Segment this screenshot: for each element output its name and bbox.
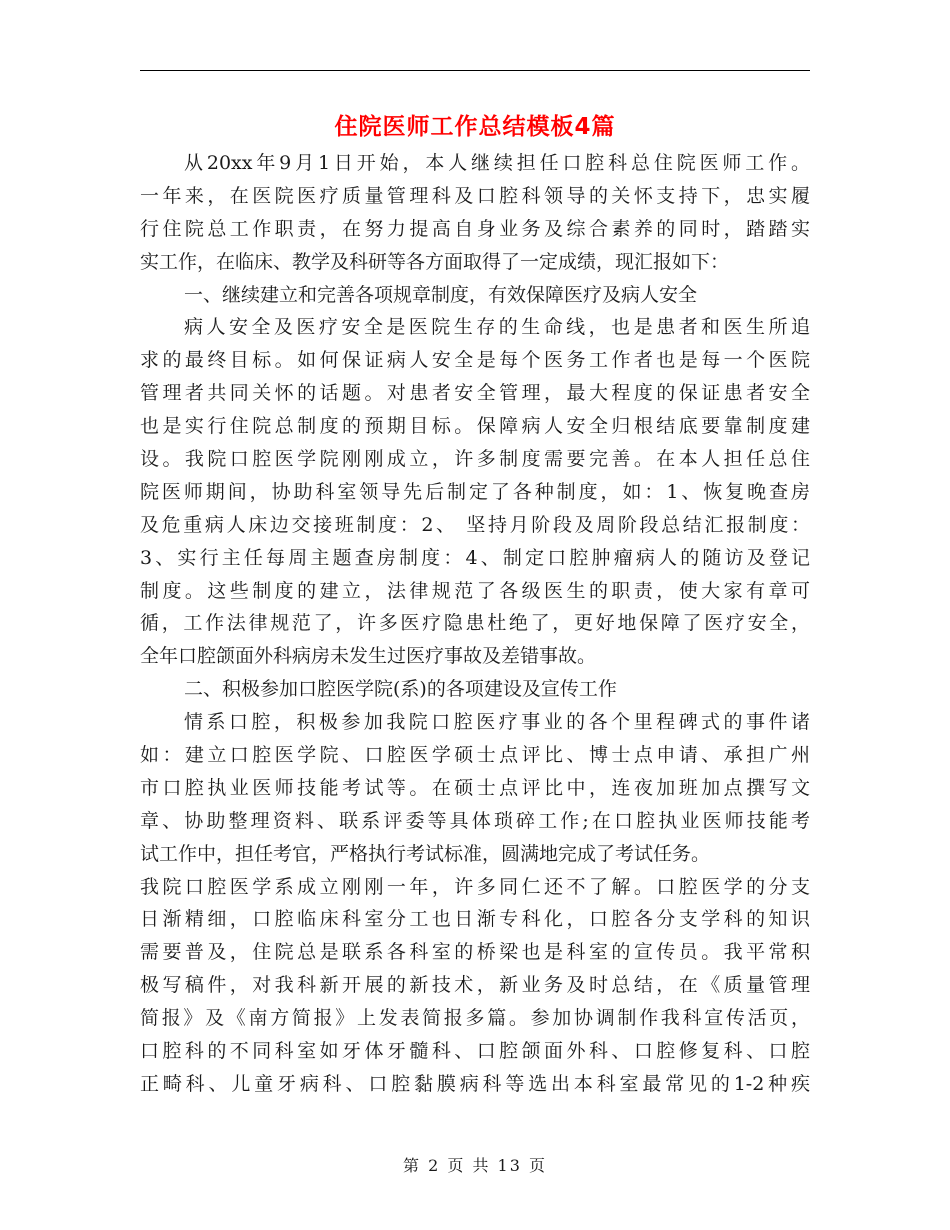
header-rule bbox=[140, 70, 810, 71]
text-line: 循，工作法律规范了，许多医疗隐患杜绝了，更好地保障了医疗安全， bbox=[140, 612, 810, 635]
text-line: 我院口腔医学系成立刚刚一年，许多同仁还不了解。口腔医学的分支 bbox=[140, 875, 810, 898]
text-line: 设。我院口腔医学院刚刚成立，许多制度需要完善。在本人担任总住 bbox=[140, 448, 810, 471]
text-line: 试工作中，担任考官，严格执行考试标准，圆满地完成了考试任务。 bbox=[140, 842, 711, 865]
text-line: 管理者共同关怀的话题。对患者安全管理，最大程度的保证患者安全 bbox=[140, 382, 810, 405]
text-line: 病人安全及医疗安全是医院生存的生命线，也是患者和医生所追 bbox=[184, 316, 810, 339]
text-line: 简报》及《南方简报》上发表简报多篇。参加协调制作我科宣传活页， bbox=[140, 1007, 810, 1030]
document-body bbox=[140, 147, 810, 1101]
page-number-footer: 第 2 页 共 13 页 bbox=[403, 1156, 547, 1175]
text-line: 二、积极参加口腔医学院(系)的各项建设及宣传工作 bbox=[184, 678, 617, 701]
text-line: 一、继续建立和完善各项规章制度，有效保障医疗及病人安全 bbox=[184, 283, 698, 306]
document-title: 住院医师工作总结模板4篇 bbox=[334, 114, 616, 140]
text-line: 从20xx年9月1日开始，本人继续担任口腔科总住院医师工作。 bbox=[184, 152, 810, 174]
text-line: 也是实行住院总制度的预期目标。保障病人安全归根结底要靠制度建 bbox=[140, 415, 810, 438]
text-line: 全年口腔颌面外科病房未发生过医疗事故及差错事故。 bbox=[140, 645, 597, 668]
text-line: 正畸科、儿童牙病科、口腔黏膜病科等选出本科室最常见的1-2种疾 bbox=[140, 1072, 810, 1095]
text-line: 日渐精细，口腔临床科室分工也日渐专科化，口腔各分支学科的知识 bbox=[140, 908, 810, 931]
text-line: 极写稿件，对我科新开展的新技术，新业务及时总结，在《质量管理 bbox=[140, 974, 810, 997]
text-line: 如：建立口腔医学院、口腔医学硕士点评比、博士点申请、承担广州 bbox=[140, 744, 810, 767]
text-line: 制度。这些制度的建立，法律规范了各级医生的职责，使大家有章可 bbox=[140, 579, 810, 602]
text-line: 一年来，在医院医疗质量管理科及口腔科领导的关怀支持下，忠实履 bbox=[140, 184, 810, 207]
text-line: 行住院总工作职责，在努力提高自身业务及综合素养的同时，踏踏实 bbox=[140, 217, 810, 240]
text-line: 情系口腔，积极参加我院口腔医疗事业的各个里程碑式的事件诸 bbox=[184, 711, 810, 734]
text-line: 市口腔执业医师技能考试等。在硕士点评比中，连夜加班加点撰写文 bbox=[140, 776, 810, 799]
text-line: 章、协助整理资料、联系评委等具体琐碎工作;在口腔执业医师技能考 bbox=[140, 809, 810, 832]
text-line: 求的最终目标。如何保证病人安全是每个医务工作者也是每一个医院 bbox=[140, 349, 810, 372]
text-line: 实工作，在临床、教学及科研等各方面取得了一定成绩，现汇报如下： bbox=[140, 250, 730, 273]
text-line: 及危重病人床边交接班制度：2、 坚持月阶段及周阶段总结汇报制度： bbox=[140, 513, 810, 536]
text-line: 需要普及，住院总是联系各科室的桥梁也是科室的宣传员。我平常积 bbox=[140, 941, 810, 964]
text-line: 院医师期间，协助科室领导先后制定了各种制度，如：1、恢复晚查房 bbox=[140, 480, 810, 503]
text-line: 口腔科的不同科室如牙体牙髓科、口腔颌面外科、口腔修复科、口腔 bbox=[140, 1040, 810, 1063]
text-line: 3、实行主任每周主题查房制度：4、制定口腔肿瘤病人的随访及登记 bbox=[140, 546, 810, 569]
